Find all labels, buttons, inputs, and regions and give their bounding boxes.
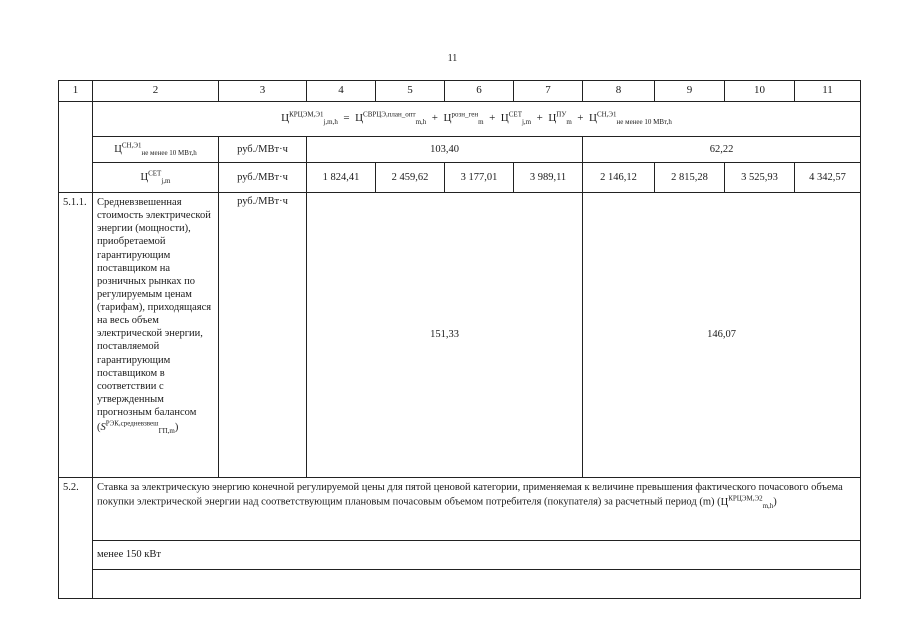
column-header: 10 <box>725 81 795 102</box>
page-number: 11 <box>447 53 458 64</box>
column-header: 2 <box>93 81 219 102</box>
table-row <box>59 570 861 599</box>
table-row <box>59 541 861 570</box>
value-cell: 3 989,11 <box>514 163 583 193</box>
formula: $Ц^{КРЦЭМ,Э1}_{j,m,h} = Ц^{СВРЦЭ,план\_опт}_{m,h} + Ц^{розн\_ген}_m + Ц^{СЕТ}_{j,m} + Ц^{ПУ}_m + Ц^{СН,Э1}_{не менее 10 МВт,h}$ <box>281 110 672 127</box>
column-header: 4 <box>307 81 376 102</box>
row-label: менее 150 кВт <box>93 541 861 570</box>
value-cell: 3 525,93 <box>725 163 795 193</box>
value-cell: 4 342,57 <box>795 163 861 193</box>
table-row <box>59 478 861 541</box>
value-cell: 151,33 <box>307 193 583 478</box>
table-row <box>59 163 861 193</box>
value-cell: 2 459,62 <box>376 163 445 193</box>
value-cell: 103,40 <box>307 137 583 163</box>
column-header: 9 <box>655 81 725 102</box>
value-cell: 2 146,12 <box>583 163 655 193</box>
value-cell: 2 815,28 <box>655 163 725 193</box>
value-cell: 146,07 <box>583 193 861 478</box>
column-header: 1 <box>59 81 93 102</box>
formula-cell <box>93 102 861 137</box>
value-cell: 3 177,01 <box>445 163 514 193</box>
value-cell: 62,22 <box>583 137 861 163</box>
column-header: 8 <box>583 81 655 102</box>
formula-row <box>59 102 861 137</box>
tariff-table <box>58 80 861 599</box>
column-header: 11 <box>795 81 861 102</box>
column-header: 7 <box>514 81 583 102</box>
column-header: 6 <box>445 81 514 102</box>
symbol-cell: $Ц^{СЕТ}_{j,m}$ <box>93 163 219 193</box>
row-description: Средневзвешенная стоимость электрической энергии (мощности), приобретаемой гарантирующим поставщиком на розничных рынках по регулируемым ценам (тарифам), приходящаяся на весь объем электрической энергии, поставляемой гарантирующим поставщиком в соответствии с утвержденным прогнозным балансом $(S^{РЭК,средневзвеш}_{ГП,m})$ <box>93 193 219 478</box>
symbol-cell: $Ц^{СН,Э1}_{не менее 10 МВт,h}$ <box>93 137 219 163</box>
row-description: Ставка за электрическую энергию конечной регулируемой цены для пятой ценовой категории, применяемая к величине превышения фактического почасового объема покупки электрической энергии над соответствующим плановым почасовым объемом потребителя (покупателя) за расчетный период (m) $(Ц^{КРЦЭМ,Э2}_{m,h})$ <box>93 478 861 541</box>
table-row <box>59 193 861 478</box>
unit-cell: руб./МВт·ч <box>219 193 307 478</box>
table-row <box>59 137 861 163</box>
column-numbers-row <box>59 81 861 102</box>
row-number: 5.2. <box>59 478 93 541</box>
value-cell: 1 824,41 <box>307 163 376 193</box>
unit-cell: руб./МВт·ч <box>219 137 307 163</box>
column-header: 5 <box>376 81 445 102</box>
unit-cell: руб./МВт·ч <box>219 163 307 193</box>
row-number: 5.1.1. <box>59 193 93 478</box>
column-header: 3 <box>219 81 307 102</box>
